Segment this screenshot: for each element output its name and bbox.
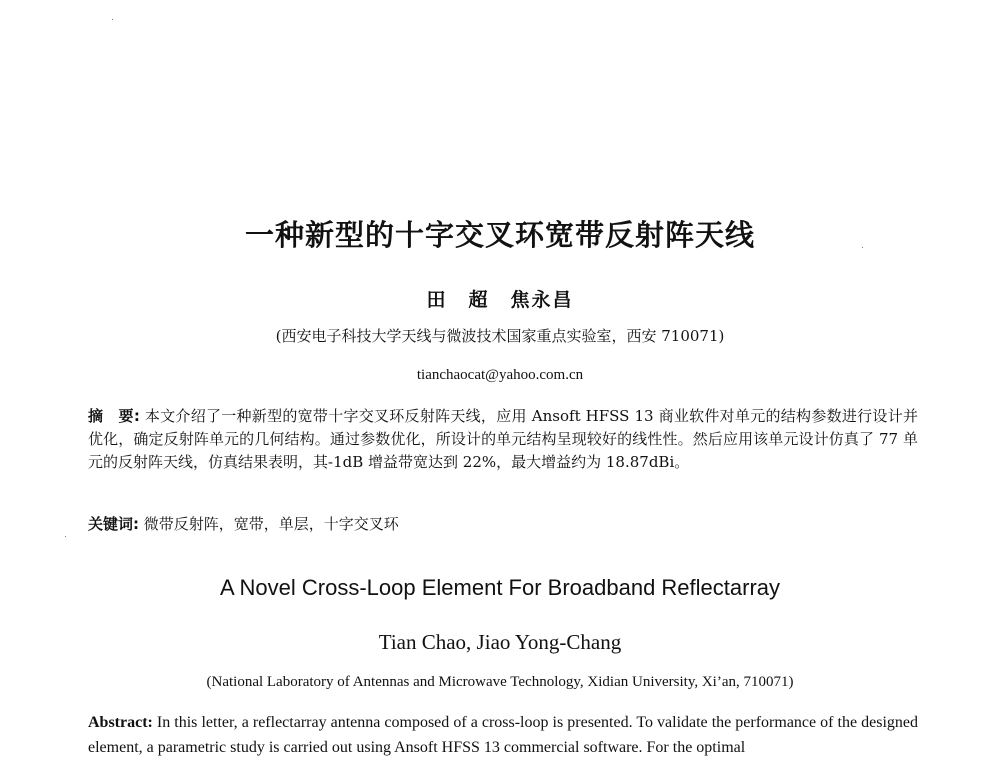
authors-en: Tian Chao, Jiao Yong-Chang <box>378 630 622 654</box>
abstract-cn-label: 摘 要: <box>88 407 140 425</box>
keywords-cn-label: 关键词: <box>88 515 139 533</box>
paper-title-en: A Novel Cross-Loop Element For Broadband Reflectarray <box>219 575 781 600</box>
keywords-cn-text: 微带反射阵，宽带，单层，十字交叉环 <box>143 515 399 533</box>
abstract-en-label: Abstract: <box>88 714 153 731</box>
keywords-cn <box>88 513 918 534</box>
author-email: tianchaocat@yahoo.com.cn <box>416 367 584 383</box>
paper-title-cn: 一种新型的十字交叉环宽带反射阵天线 <box>244 218 755 252</box>
scan-speck <box>65 536 66 537</box>
authors-cn: 田 超 焦永昌 <box>426 289 574 311</box>
abstract-en <box>88 710 918 760</box>
scan-speck <box>112 19 113 20</box>
affiliation-cn: (西安电子科技大学天线与微波技术国家重点实验室，西安 710071) <box>275 327 725 345</box>
abstract-cn <box>88 405 918 474</box>
abstract-en-text: In this letter, a reflectarray antenna composed of a cross-loop is presented. To validate the performance of the designed element, a parametric study is carried out using Ansoft HFSS 13 commercial software. For the optimal <box>88 714 919 756</box>
affiliation-en: (National Laboratory of Antennas and Microwave Technology, Xidian University, Xi’an, 710071) <box>206 674 794 690</box>
abstract-cn-text: 本文介绍了一种新型的宽带十字交叉环反射阵天线，应用 Ansoft HFSS 13 商业软件对单元的结构参数进行设计并优化，确定反射阵单元的几何结构。通过参数优化，所设计的单元结构呈现较好的线性性。然后应用该单元设计仿真了 77 单元的反射阵天线，仿真结果表明，其-1dB 增益带宽达到 22%，最大增益约为 18.87dBi。 <box>88 407 918 471</box>
